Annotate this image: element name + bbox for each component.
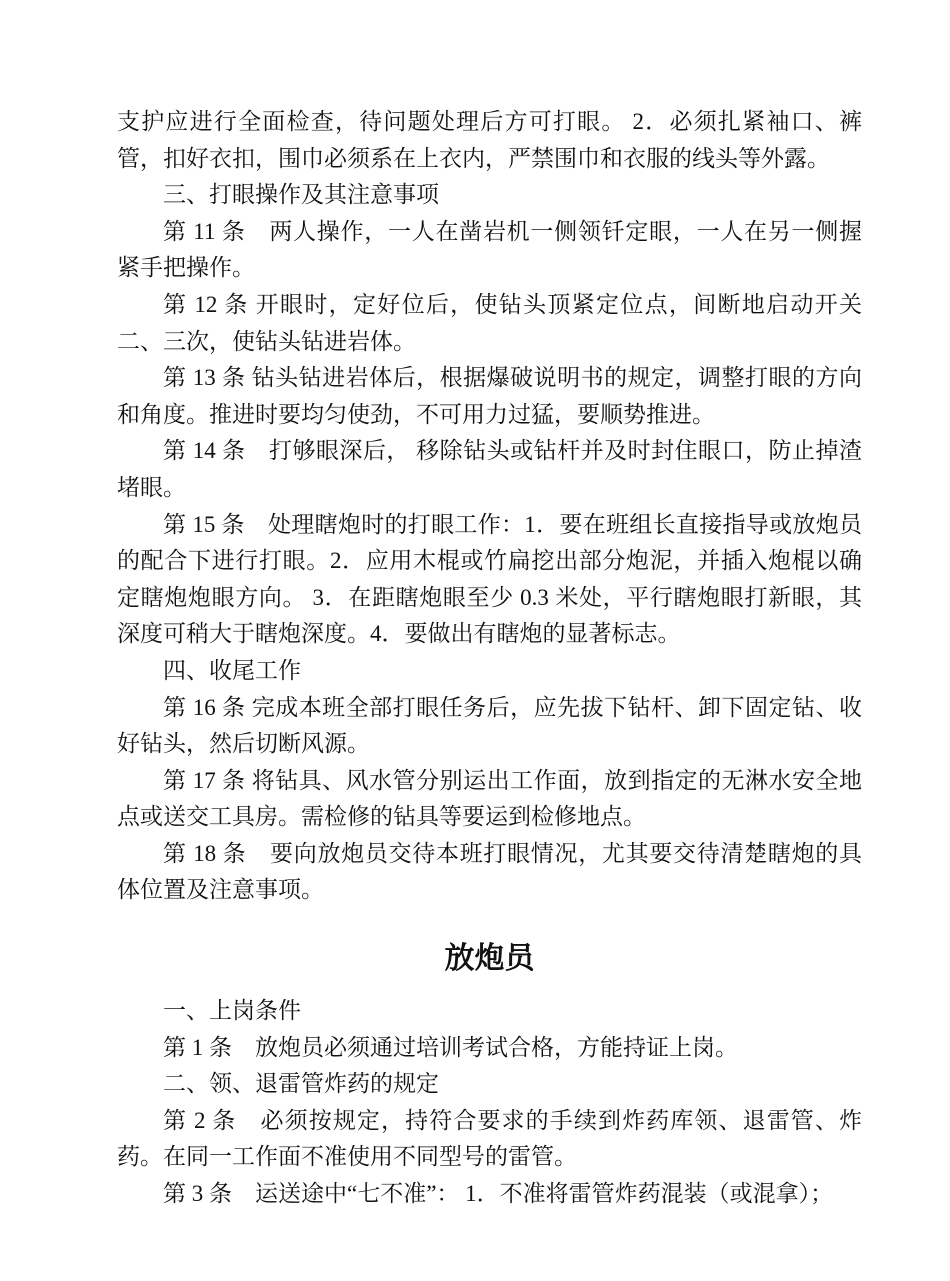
article-17: 第 17 条 将钻具、风水管分别运出工作面，放到指定的无淋水安全地点或送交工具房。需检修的钻具等要运到检修地点。: [117, 767, 862, 830]
article-2: 第 2 条 必须按规定，持符合要求的手续到炸药库领、退雷管、炸药。在同一工作面不准使用不同型号的雷管。: [117, 1107, 862, 1170]
paragraph-continuation: 支护应进行全面检查，待问题处理后方可打眼。 2．必须扎紧袖口、裤管，扣好衣扣，围巾必须系在上衣内，严禁围巾和衣服的线头等外露。: [117, 109, 862, 171]
article-16: 第 16 条 完成本班全部打眼任务后，应先拔下钻杆、卸下固定钻、收好钻头，然后切断风源。: [117, 694, 862, 757]
article-11: 第 11 条 两人操作，一人在凿岩机一侧领钎定眼，一人在另一侧握紧手把操作。: [117, 218, 862, 281]
subheading-drilling-operation: 三、打眼操作及其注意事项: [163, 182, 439, 208]
article-1: 第 1 条 放炮员必须通过培训考试合格，方能持证上岗。: [163, 1034, 738, 1060]
subheading-detonator-explosive-rules: 二、领、退雷管炸药的规定: [163, 1071, 439, 1097]
subheading-job-requirements: 一、上岗条件: [163, 998, 301, 1024]
article-18: 第 18 条 要向放炮员交待本班打眼情况，尤其要交待清楚瞎炮的具体位置及注意事项。: [117, 840, 862, 903]
section-title-blaster: 放炮员: [444, 942, 535, 976]
article-3: 第 3 条 运送途中“七不准”： 1．不准将雷管炸药混装（或混拿）；: [163, 1181, 834, 1207]
article-15: 第 15 条 处理瞎炮时的打眼工作：1．要在班组长直接指导或放炮员的配合下进行打眼。2．应用木棍或竹扁挖出部分炮泥，并插入炮棍以确定瞎炮炮眼方向。 3．在距瞎炮眼至少 0.3 米处，平行瞎炮眼打新眼，其深度可稍大于瞎炮深度。4．要做出有瞎炮的显著标志。: [117, 511, 862, 647]
article-14: 第 14 条 打够眼深后， 移除钻头或钻杆并及时封住眼口，防止掉渣堵眼。: [117, 438, 862, 500]
article-12: 第 12 条 开眼时，定好位后，使钻头顶紧定位点，间断地启动开关二、三次，使钻头钻进岩体。: [117, 291, 862, 354]
article-13: 第 13 条 钻头钻进岩体后，根据爆破说明书的规定，调整打眼的方向和角度。推进时要均匀使劲，不可用力过猛，要顺势推进。: [117, 365, 862, 427]
subheading-finishing-work: 四、收尾工作: [163, 657, 301, 683]
